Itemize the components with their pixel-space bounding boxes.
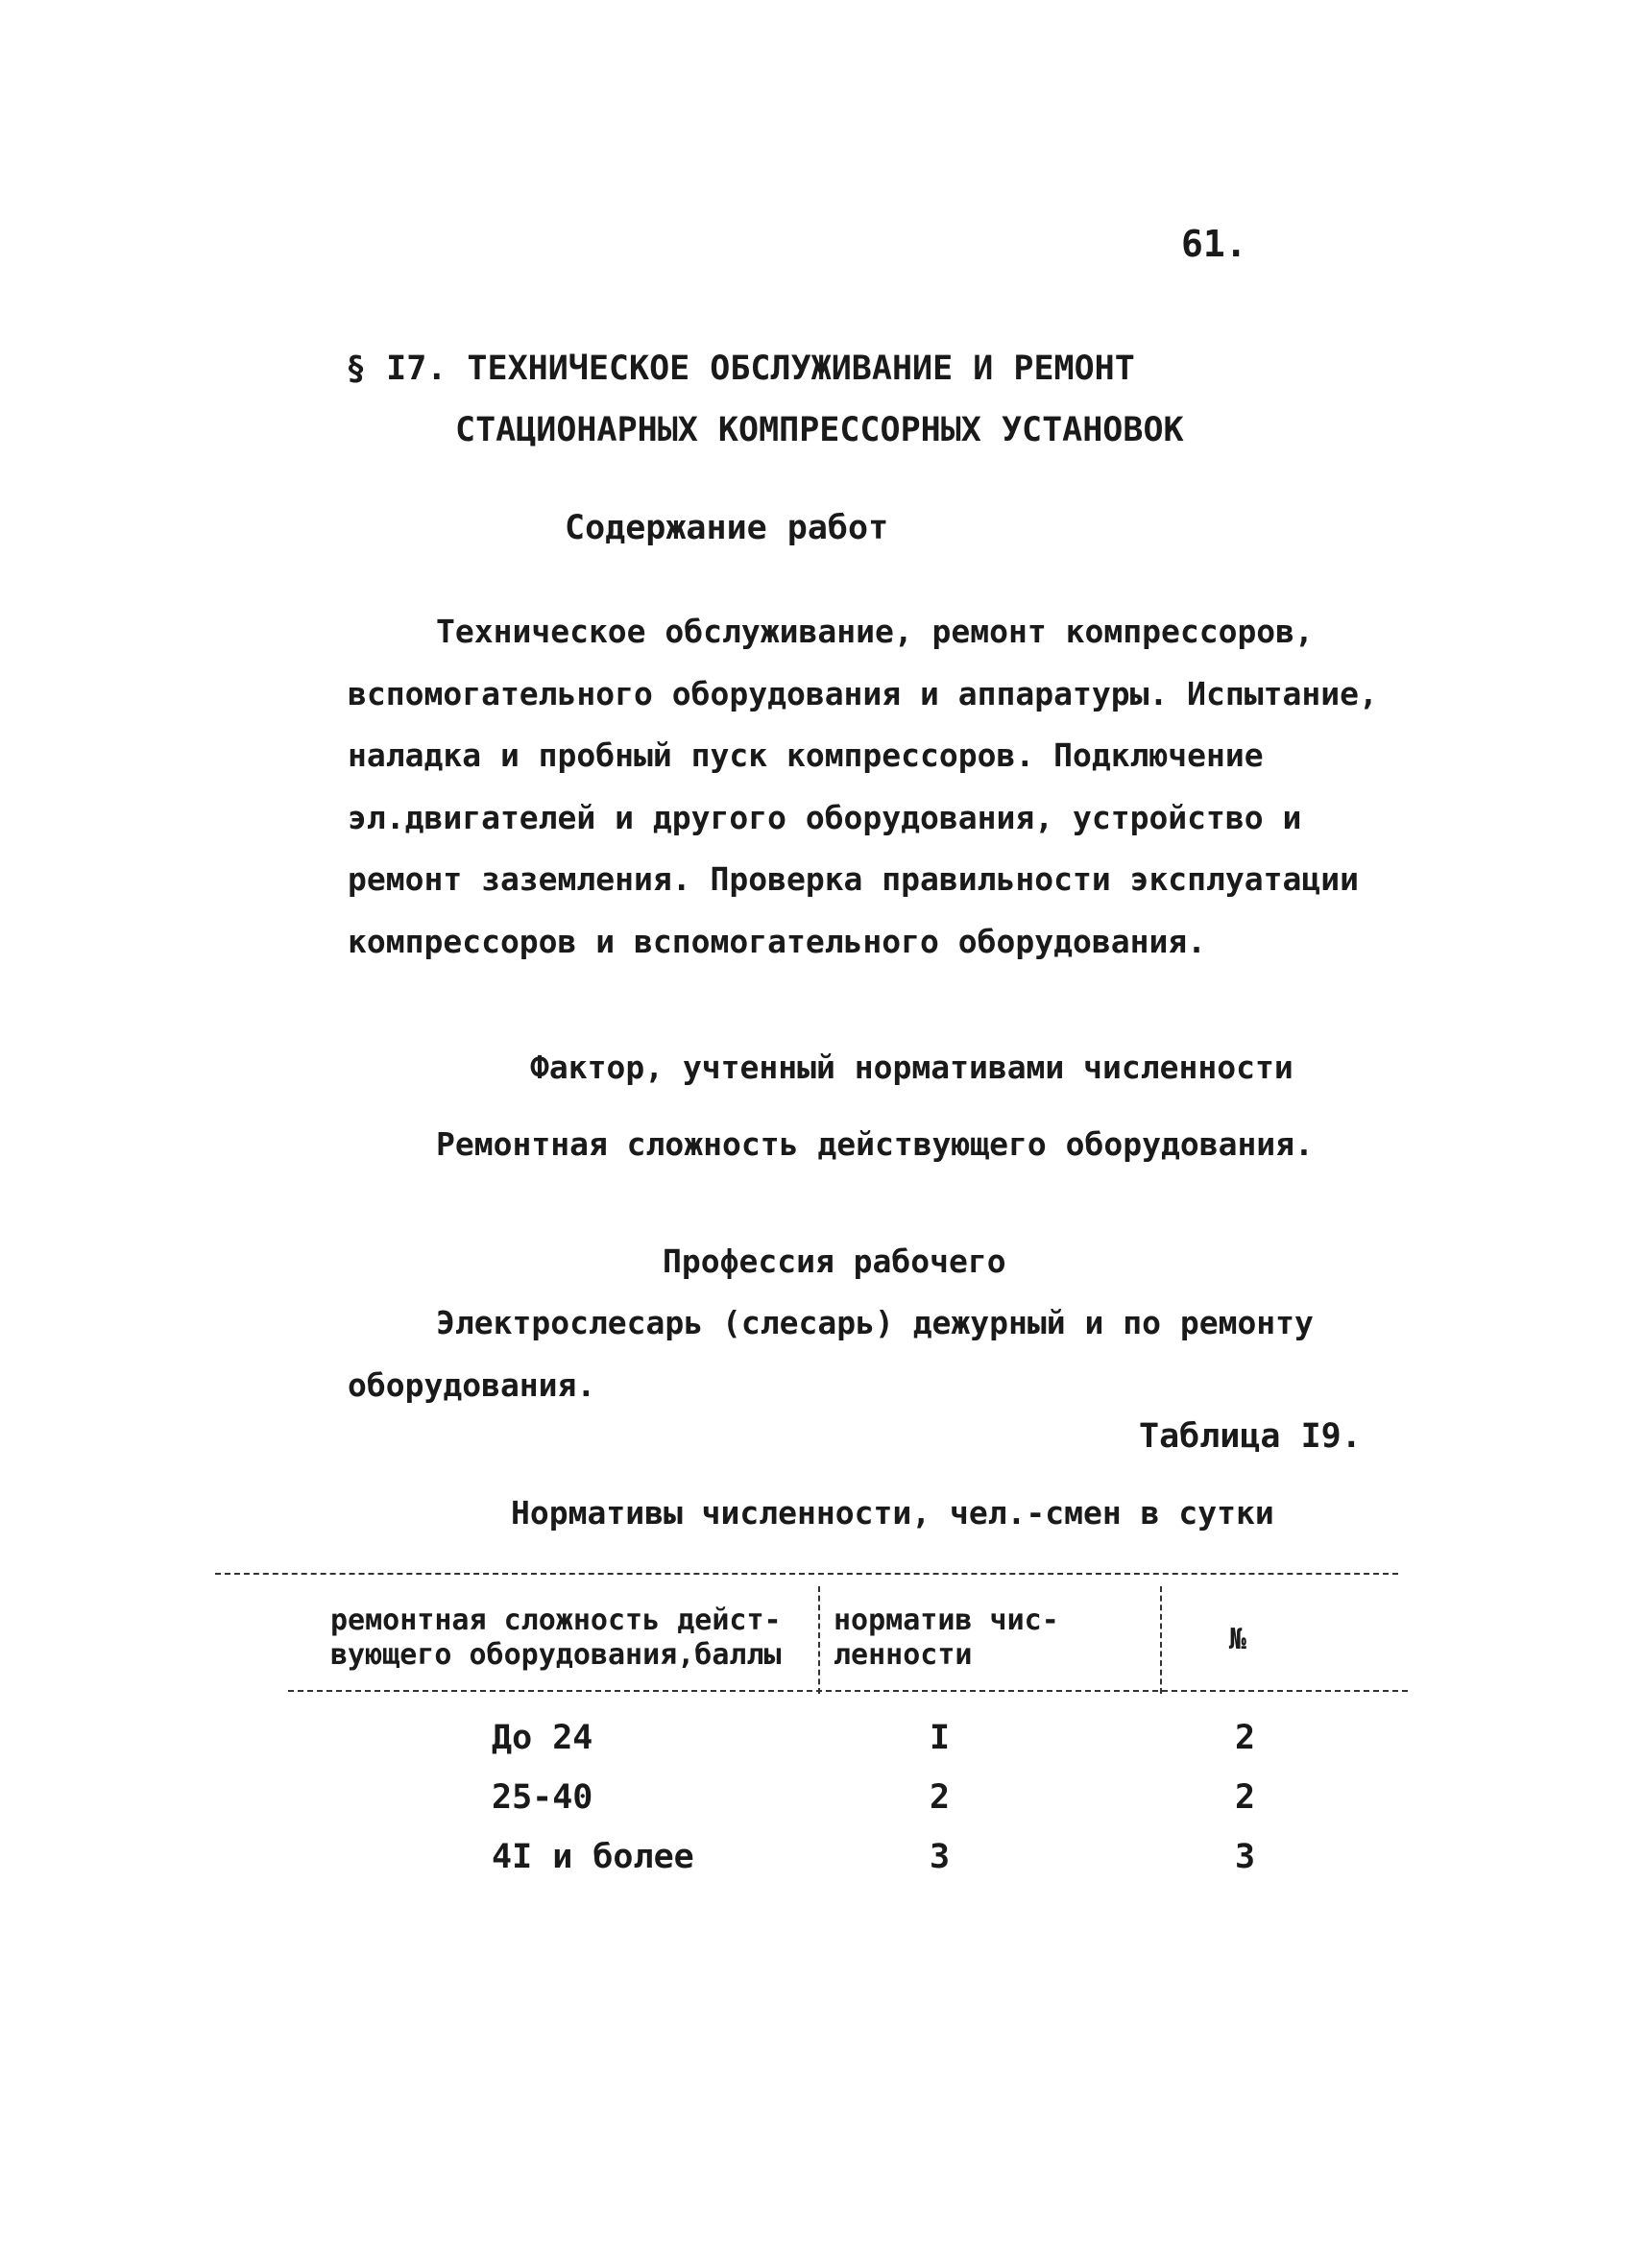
content-heading: Содержание работ <box>565 509 889 547</box>
header-col-norm-line1: норматив чис- <box>834 1604 1059 1637</box>
section-title-line2: СТАЦИОНАРНЫХ КОМПРЕССОРНЫХ УСТАНОВОК <box>455 411 1184 449</box>
header-col-range-line1: ремонтная сложность дейст- <box>330 1604 782 1637</box>
content-line: наладка и пробный пуск компрессоров. Подключение <box>348 736 1264 774</box>
table-label: Таблица I9. <box>1139 1417 1362 1456</box>
profession-heading: Профессия рабочего <box>663 1243 1006 1280</box>
profession-line: оборудования. <box>348 1365 596 1404</box>
profession-text <box>348 1292 1314 1416</box>
profession-line: Электрослесарь (слесарь) дежурный и по ремонту <box>436 1304 1314 1341</box>
content-paragraph <box>348 601 1378 973</box>
row-number: 2 <box>1235 1778 1256 1817</box>
header-col-range <box>330 1604 782 1673</box>
row-norm: 2 <box>930 1778 951 1817</box>
row-number: 3 <box>1235 1838 1256 1876</box>
row-range: До 24 <box>492 1719 593 1757</box>
table-top-rule <box>215 1573 1398 1575</box>
table-header-rule <box>288 1690 1408 1692</box>
header-col-norm <box>834 1604 1059 1673</box>
header-col-range-line2: вующего оборудования,баллы <box>330 1638 782 1672</box>
content-line: ремонт заземления. Проверка правильности эксплуатации <box>348 860 1359 898</box>
section-heading <box>346 338 1184 461</box>
header-col-number: № <box>1229 1623 1247 1656</box>
factor-heading: Фактор, учтенный нормативами численности <box>530 1049 1293 1086</box>
content-line: вспомогательного оборудования и аппаратуры. Испытание, <box>348 674 1378 712</box>
content-line: компрессоров и вспомогательного оборудования. <box>348 922 1207 960</box>
column-divider <box>1160 1586 1162 1694</box>
section-title-line1: § I7. ТЕХНИЧЕСКОЕ ОБСЛУЖИВАНИЕ И РЕМОНТ <box>346 350 1135 388</box>
page-number: 61. <box>1181 223 1247 265</box>
row-number: 2 <box>1235 1719 1256 1757</box>
column-divider <box>818 1586 820 1694</box>
table-title: Нормативы численности, чел.-смен в сутки <box>511 1494 1274 1532</box>
row-range: 4I и более <box>492 1838 694 1876</box>
row-range: 25-40 <box>492 1778 593 1817</box>
row-norm: I <box>930 1719 951 1757</box>
content-line: эл.двигателей и другого оборудования, устройство и <box>348 798 1302 836</box>
header-col-norm-line2: ленности <box>834 1638 973 1672</box>
row-norm: 3 <box>930 1838 951 1876</box>
factor-text: Ремонтная сложность действующего оборудования. <box>436 1125 1314 1163</box>
content-line: Техническое обслуживание, ремонт компрессоров, <box>436 613 1314 650</box>
